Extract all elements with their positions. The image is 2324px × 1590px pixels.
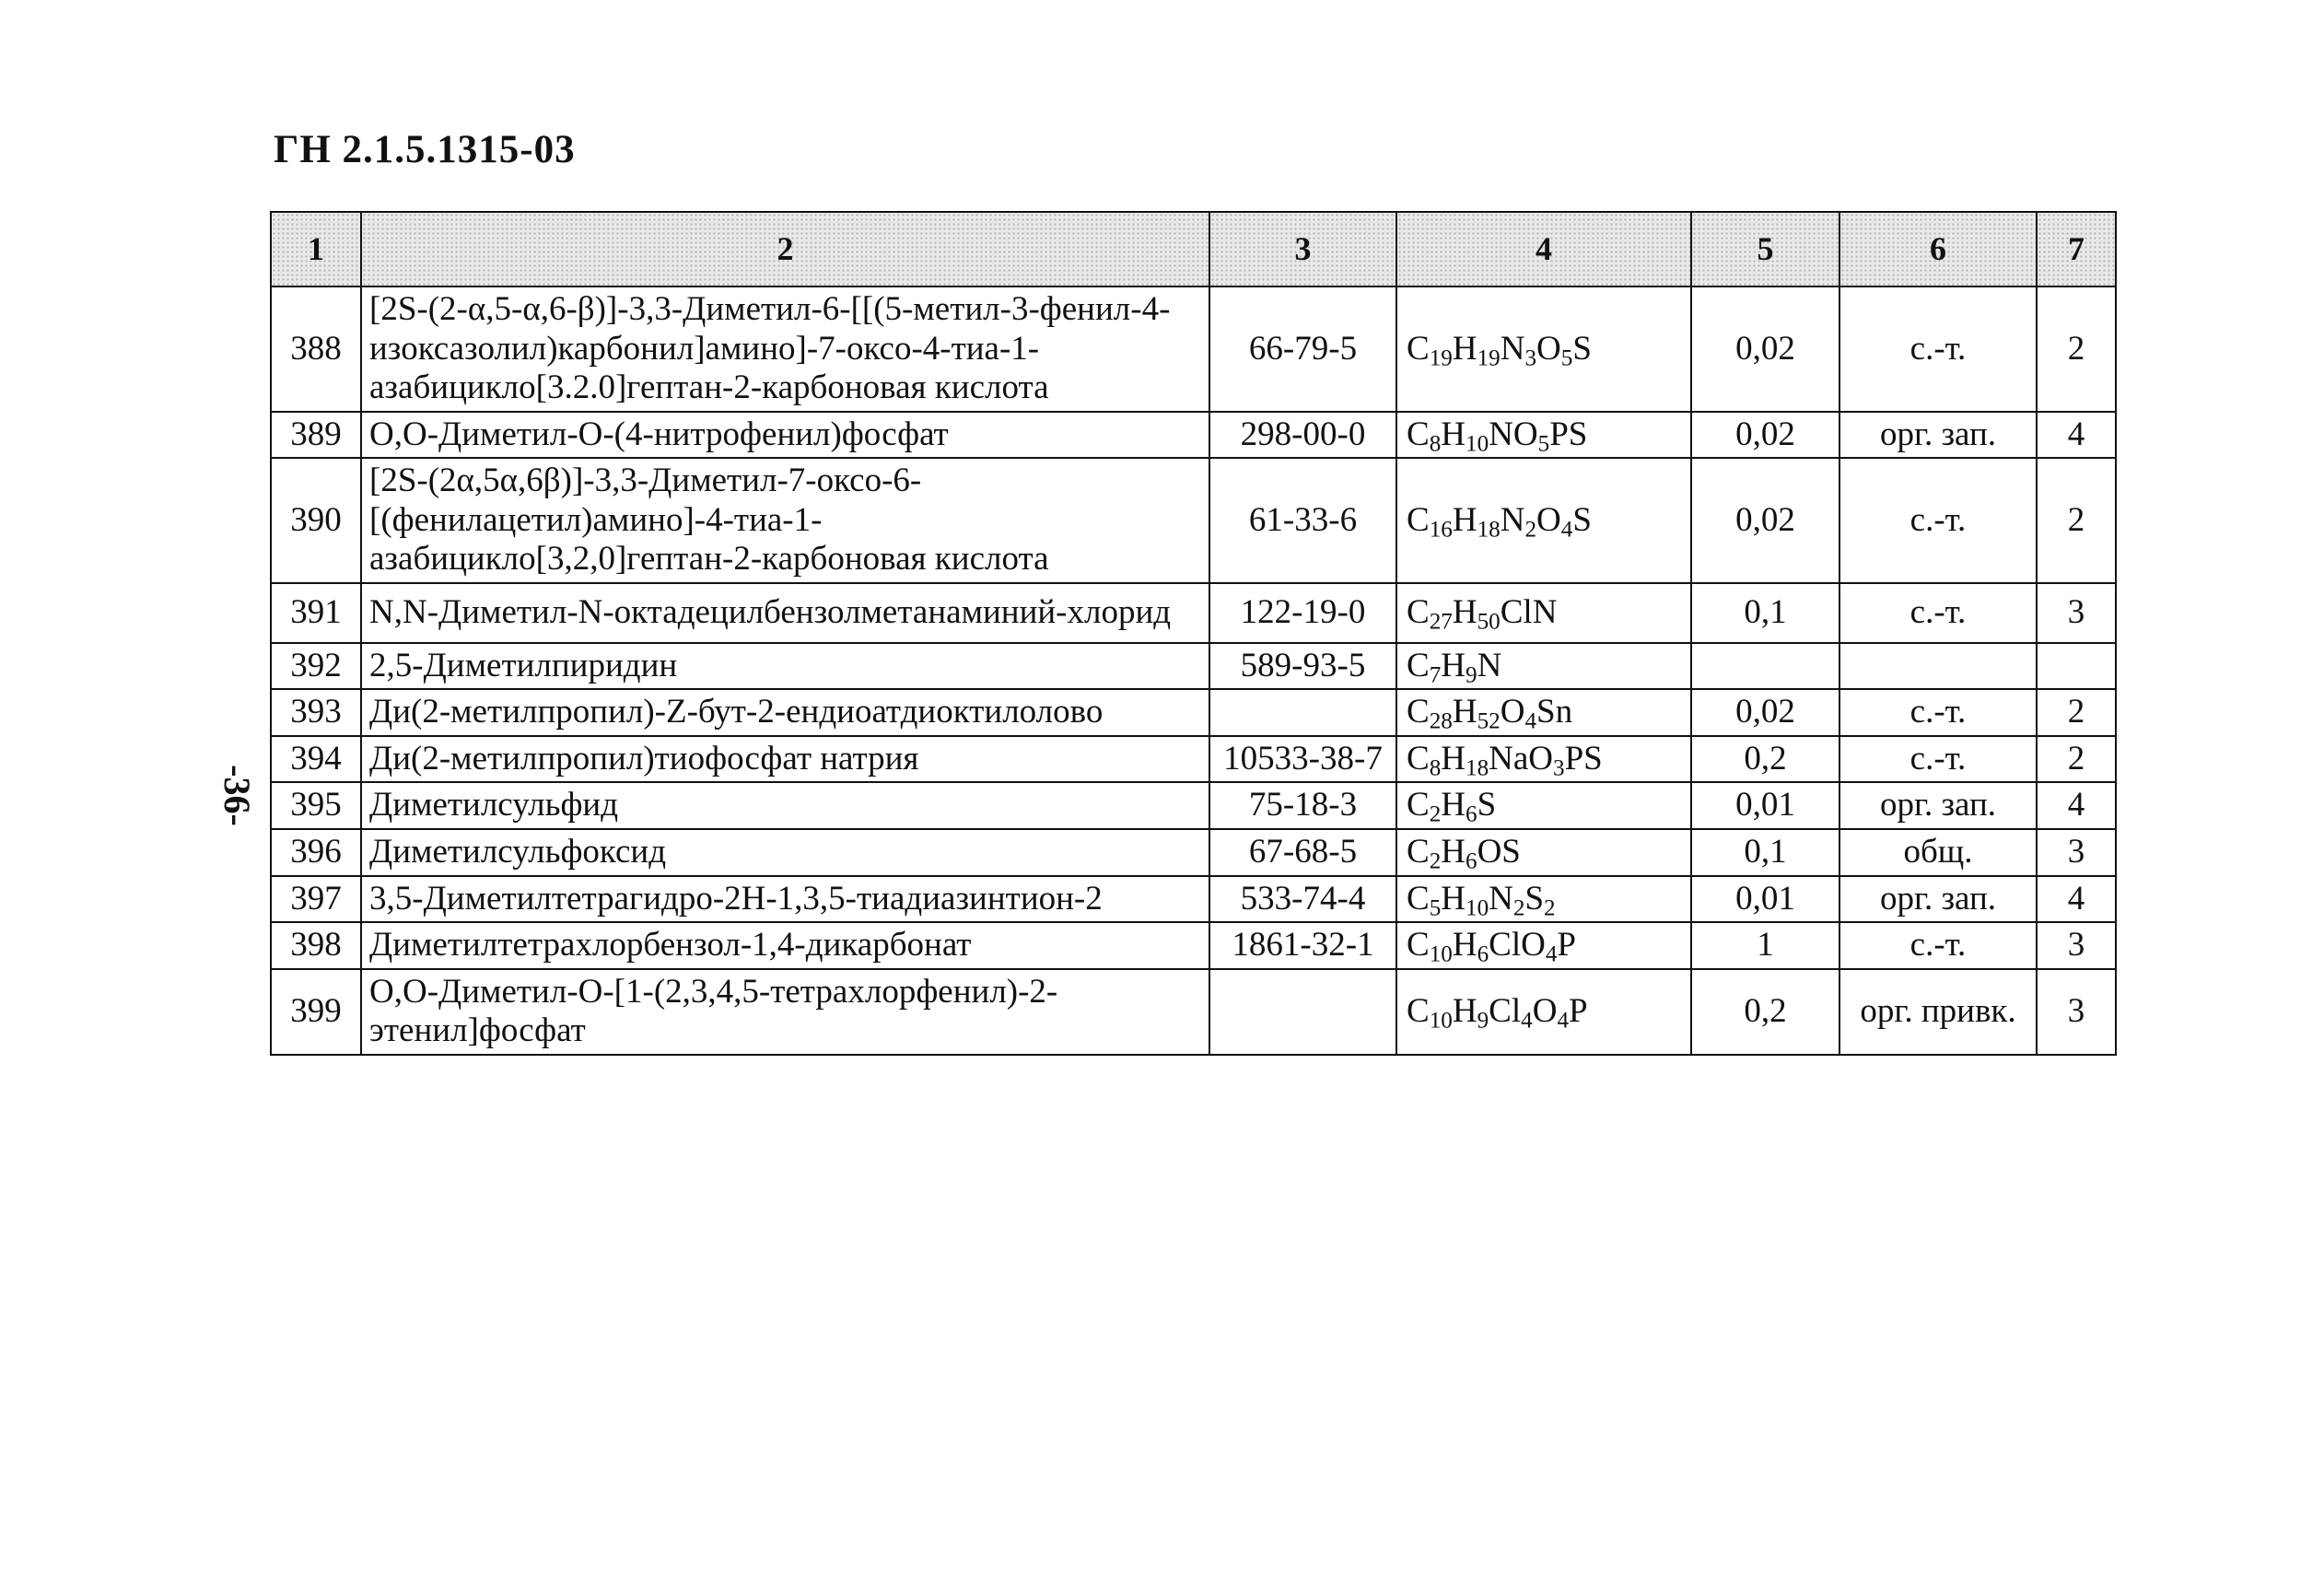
substance-name: 3,5-Диметилтетрагидро-2Н-1,3,5-тиадиазинтион-2 bbox=[361, 876, 1209, 923]
table-row bbox=[271, 736, 2116, 783]
table-row bbox=[271, 876, 2116, 923]
hazard-class: 2 bbox=[2037, 458, 2116, 583]
table-row bbox=[271, 922, 2116, 969]
hazard-class: 3 bbox=[2037, 969, 2116, 1055]
cas-number: 298-00-0 bbox=[1209, 412, 1396, 459]
chemical-formula: $C_5H_{10}N_2S_2$ bbox=[1396, 876, 1691, 923]
hazard-class: 3 bbox=[2037, 829, 2116, 876]
table-header-row bbox=[271, 212, 2116, 286]
chemical-formula: $C_2H_6S$ bbox=[1396, 782, 1691, 829]
row-number: 388 bbox=[271, 286, 361, 412]
hazard-class: 2 bbox=[2037, 286, 2116, 412]
chemical-formula: $C_{27}H_{50}ClN$ bbox=[1396, 583, 1691, 643]
table-body bbox=[271, 212, 2116, 1055]
chemical-formula: $C_7H_9N$ bbox=[1396, 643, 1691, 690]
cas-number: 66-79-5 bbox=[1209, 286, 1396, 412]
cas-number: 533-74-4 bbox=[1209, 876, 1396, 923]
concentration-value: 0,02 bbox=[1691, 286, 1839, 412]
table-row bbox=[271, 286, 2116, 412]
hazard-class: 2 bbox=[2037, 689, 2116, 736]
document-title: ГН 2.1.5.1315-03 bbox=[274, 128, 576, 171]
column-header-4: 4 bbox=[1396, 212, 1691, 286]
hazard-indicator: с.-т. bbox=[1839, 922, 2037, 969]
cas-number: 1861-32-1 bbox=[1209, 922, 1396, 969]
row-number: 398 bbox=[271, 922, 361, 969]
concentration-value: 0,2 bbox=[1691, 969, 1839, 1055]
chemical-formula: $C_{16}H_{18}N_2O_4S$ bbox=[1396, 458, 1691, 583]
column-header-5: 5 bbox=[1691, 212, 1839, 286]
chemical-formula: $C_{10}H_6ClO_4P$ bbox=[1396, 922, 1691, 969]
row-number: 391 bbox=[271, 583, 361, 643]
concentration-value: 0,02 bbox=[1691, 458, 1839, 583]
table-row bbox=[271, 643, 2116, 690]
row-number: 393 bbox=[271, 689, 361, 736]
hazard-class: 3 bbox=[2037, 922, 2116, 969]
concentration-value: 0,02 bbox=[1691, 689, 1839, 736]
cas-number: 61-33-6 bbox=[1209, 458, 1396, 583]
cas-number: 589-93-5 bbox=[1209, 643, 1396, 690]
hazard-class: 4 bbox=[2037, 876, 2116, 923]
cas-number: 10533-38-7 bbox=[1209, 736, 1396, 783]
substance-name: 2,5-Диметилпиридин bbox=[361, 643, 1209, 690]
chemical-formula: $C_{19}H_{19}N_3O_5S$ bbox=[1396, 286, 1691, 412]
table-row bbox=[271, 458, 2116, 583]
column-header-3: 3 bbox=[1209, 212, 1396, 286]
concentration-value: 0,1 bbox=[1691, 583, 1839, 643]
table-row bbox=[271, 689, 2116, 736]
chemical-formula: $C_8H_{18}NaO_3PS$ bbox=[1396, 736, 1691, 783]
row-number: 399 bbox=[271, 969, 361, 1055]
row-number: 394 bbox=[271, 736, 361, 783]
hazard-class: 2 bbox=[2037, 736, 2116, 783]
concentration-value: 0,01 bbox=[1691, 876, 1839, 923]
column-header-6: 6 bbox=[1839, 212, 2037, 286]
hazard-class: 3 bbox=[2037, 583, 2116, 643]
hazard-indicator: орг. привк. bbox=[1839, 969, 2037, 1055]
concentration-value: 0,01 bbox=[1691, 782, 1839, 829]
concentration-value: 0,02 bbox=[1691, 412, 1839, 459]
hazard-indicator bbox=[1839, 643, 2037, 690]
row-number: 389 bbox=[271, 412, 361, 459]
hazard-indicator: с.-т. bbox=[1839, 458, 2037, 583]
chemical-formula: $C_{10}H_9Cl_4O_4P$ bbox=[1396, 969, 1691, 1055]
hazard-indicator: орг. зап. bbox=[1839, 782, 2037, 829]
table-row bbox=[271, 583, 2116, 643]
substance-name: N,N-Диметил-N-октадецилбензолметанаминий-хлорид bbox=[361, 583, 1209, 643]
substance-name: Ди(2-метилпропил)-Z-бут-2-ендиоатдиоктилолово bbox=[361, 689, 1209, 736]
hazard-indicator: с.-т. bbox=[1839, 689, 2037, 736]
substance-name: Ди(2-метилпропил)тиофосфат натрия bbox=[361, 736, 1209, 783]
column-header-2: 2 bbox=[361, 212, 1209, 286]
hazard-class: 4 bbox=[2037, 412, 2116, 459]
row-number: 397 bbox=[271, 876, 361, 923]
page-number: -36- bbox=[216, 765, 258, 826]
row-number: 395 bbox=[271, 782, 361, 829]
substances-table bbox=[270, 211, 2117, 1056]
hazard-indicator: с.-т. bbox=[1839, 286, 2037, 412]
substance-name: [2S-(2-α,5-α,6-β)]-3,3-Диметил-6-[[(5-метил-3-фенил-4-изоксазолил)карбонил]амино]-7-оксо-4-тиа-1-азабицикло[3.2.0]гептан-2-карбоновая кислота bbox=[361, 286, 1209, 412]
chemical-formula: $C_{28}H_{52}O_4Sn$ bbox=[1396, 689, 1691, 736]
column-header-7: 7 bbox=[2037, 212, 2116, 286]
table-row bbox=[271, 969, 2116, 1055]
concentration-value: 0,2 bbox=[1691, 736, 1839, 783]
column-header-1: 1 bbox=[271, 212, 361, 286]
substance-name: [2S-(2α,5α,6β)]-3,3-Диметил-7-оксо-6-[(фенилацетил)амино]-4-тиа-1-азабицикло[3,2,0]гептан-2-карбоновая кислота bbox=[361, 458, 1209, 583]
hazard-indicator: с.-т. bbox=[1839, 736, 2037, 783]
substance-name: Диметилсульфид bbox=[361, 782, 1209, 829]
cas-number: 122-19-0 bbox=[1209, 583, 1396, 643]
table-row bbox=[271, 782, 2116, 829]
cas-number: 75-18-3 bbox=[1209, 782, 1396, 829]
substance-name: Диметилсульфоксид bbox=[361, 829, 1209, 876]
substance-name: О,О-Диметил-О-[1-(2,3,4,5-тетрахлорфенил)-2-этенил]фосфат bbox=[361, 969, 1209, 1055]
table-row bbox=[271, 412, 2116, 459]
cas-number bbox=[1209, 689, 1396, 736]
table-row bbox=[271, 829, 2116, 876]
row-number: 390 bbox=[271, 458, 361, 583]
cas-number: 67-68-5 bbox=[1209, 829, 1396, 876]
row-number: 392 bbox=[271, 643, 361, 690]
hazard-indicator: общ. bbox=[1839, 829, 2037, 876]
concentration-value: 1 bbox=[1691, 922, 1839, 969]
cas-number bbox=[1209, 969, 1396, 1055]
hazard-class: 4 bbox=[2037, 782, 2116, 829]
chemical-formula: $C_2H_6OS$ bbox=[1396, 829, 1691, 876]
hazard-indicator: орг. зап. bbox=[1839, 412, 2037, 459]
row-number: 396 bbox=[271, 829, 361, 876]
hazard-indicator: с.-т. bbox=[1839, 583, 2037, 643]
concentration-value: 0,1 bbox=[1691, 829, 1839, 876]
hazard-class bbox=[2037, 643, 2116, 690]
substance-name: О,О-Диметил-О-(4-нитрофенил)фосфат bbox=[361, 412, 1209, 459]
substance-name: Диметилтетрахлорбензол-1,4-дикарбонат bbox=[361, 922, 1209, 969]
concentration-value bbox=[1691, 643, 1839, 690]
chemical-formula: $C_8H_{10}NO_5PS$ bbox=[1396, 412, 1691, 459]
hazard-indicator: орг. зап. bbox=[1839, 876, 2037, 923]
